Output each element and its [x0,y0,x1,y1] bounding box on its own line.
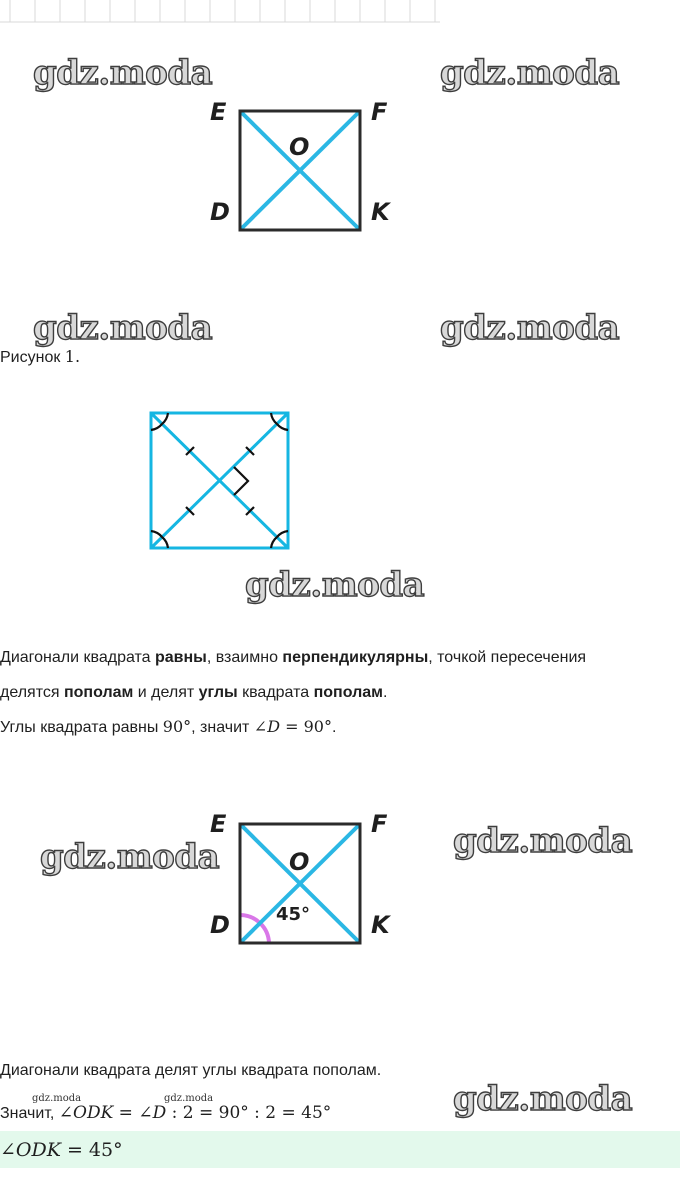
vertex-label-d: D [210,911,230,939]
watermark-small: gdz.moda [32,1093,82,1104]
vertex-label-k: K [371,911,390,939]
answer-text: ∠ODK = 45° [0,1139,123,1161]
text-angle-d: Углы квадрата равны 90°, значит ∠D = 90°. [0,717,337,736]
text-diagonals-properties-line2: делятся пополам и делят углы квадрата пополам. [0,684,388,701]
figure-caption: Рисунок 1. [0,347,81,366]
watermark: gdz.moda [453,821,633,861]
angle-value-label: 45° [276,904,311,925]
grid-strip [0,0,440,26]
text-diagonals-properties-line1: Диагонали квадрата равны, взаимно перпендикулярны, точкой пересечения [0,649,587,666]
watermark: gdz.moda [453,1079,633,1119]
watermark: gdz.moda [33,308,213,348]
watermark: gdz.moda [33,53,213,93]
vertex-label-e: E [210,98,227,126]
watermark: gdz.moda [440,53,620,93]
text-calculation: Значит, ∠ODK = ∠D : 2 = 90° : 2 = 45° [0,1103,332,1123]
vertex-label-d: D [210,198,230,226]
vertex-label-f: F [371,98,388,126]
vertex-label-k: K [371,198,390,226]
watermark: gdz.moda [245,565,425,605]
square-diagonals-figure [200,95,400,235]
center-label-o: O [289,848,310,876]
watermark: gdz.moda [440,308,620,348]
vertex-label-e: E [210,810,227,838]
center-label-o: O [289,133,310,161]
square-properties-figure [148,410,292,552]
right-angle-marker [234,467,248,495]
vertex-label-f: F [371,810,388,838]
text-diagonals-bisect: Диагонали квадрата делят углы квадрата пополам. [0,1062,382,1079]
watermark-small: gdz.moda [164,1093,214,1104]
square-angle-figure [200,810,400,950]
watermark: gdz.moda [40,837,220,877]
